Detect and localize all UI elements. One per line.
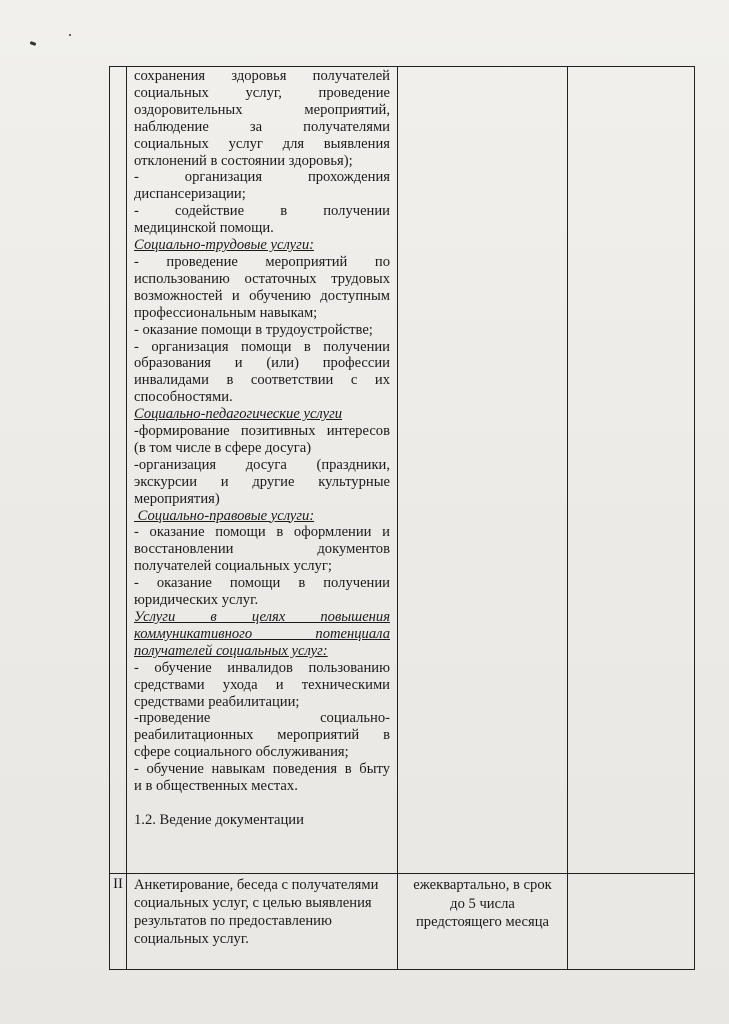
- text-line: - проведение мероприятий по: [134, 253, 390, 270]
- text-line: оздоровительных мероприятий,: [134, 101, 390, 118]
- text-line: -организация досуга (праздники,: [134, 456, 390, 473]
- section-heading-communication: получателей социальных услуг:: [134, 642, 328, 659]
- schedule-text: до 5 числа: [450, 895, 515, 912]
- text-line: образования и (или) профессии: [134, 355, 390, 372]
- text-line: мероприятия): [134, 490, 220, 507]
- row-number: II: [113, 876, 123, 892]
- section-heading-social-pedagogical: Социально-педагогические услуги: [134, 406, 343, 423]
- schedule-text: предстоящего месяца: [415, 914, 550, 930]
- row-divider: [109, 873, 695, 874]
- text-line: способностями.: [134, 389, 233, 406]
- text-line: использованию остаточных трудовых: [134, 270, 390, 287]
- column-divider: [567, 66, 568, 970]
- text-line: средствами реабилитации;: [134, 693, 300, 710]
- section-heading-communication: коммуникативного потенциала: [134, 625, 390, 642]
- text-line: - обучение навыкам поведения в быту: [134, 761, 390, 778]
- text-line: экскурсии и другие культурные: [134, 473, 390, 490]
- text-line: - обучение инвалидов пользованию: [134, 659, 390, 676]
- text-line: средствами ухода и техническими: [134, 676, 390, 693]
- text-line: социальных услуг для выявления: [134, 135, 390, 152]
- schedule-cell: [398, 876, 567, 932]
- text-line: получателей социальных услуг;: [134, 558, 332, 575]
- text-line: медицинской помощи.: [134, 220, 274, 237]
- text-line: профессиональным навыкам;: [134, 304, 318, 321]
- section-title-documentation: 1.2. Ведение документации: [134, 811, 304, 828]
- text-line: социальных услуг, проведение: [134, 84, 390, 101]
- text-line: - оказание помощи в оформлении и: [134, 524, 390, 541]
- text-line: возможностей и обучению доступным: [134, 287, 390, 304]
- text-line: сохранения здоровья получателей: [134, 68, 390, 84]
- text-line: -проведение социально-: [134, 710, 390, 727]
- section-heading-communication: Услуги в целях повышения: [134, 609, 390, 625]
- text-line: - организация прохождения: [134, 169, 390, 186]
- text-line: восстановлении документов: [134, 541, 390, 558]
- text-line: реабилитационных мероприятий в: [134, 727, 390, 744]
- text-line: - оказание помощи в трудоустройстве;: [134, 321, 373, 338]
- text-line: - оказание помощи в получении: [134, 575, 390, 592]
- text-line: -формирование позитивных интересов: [134, 423, 390, 440]
- text-line: отклонений в состоянии здоровья);: [134, 152, 353, 169]
- row-number-cell: [109, 876, 127, 893]
- services-description-cell: [134, 68, 390, 829]
- column-divider: [397, 66, 398, 970]
- text-line: - содействие в получении: [134, 203, 390, 220]
- section-heading-social-legal: Социально-правовые услуги:: [134, 507, 315, 524]
- text-line: - организация помощи в получении: [134, 338, 390, 355]
- survey-description-cell: [134, 876, 392, 948]
- text-line: инвалидами в соответствии с их: [134, 372, 390, 389]
- scan-speck: [30, 41, 37, 46]
- section-heading-social-labor: Социально-трудовые услуги:: [134, 237, 314, 254]
- text-line: наблюдение за получателями: [134, 118, 390, 135]
- column-divider: [126, 66, 127, 970]
- text-line: диспансеризации;: [134, 186, 246, 203]
- text-line: сфере социального обслуживания;: [134, 744, 349, 761]
- text-line: (в том числе в сфере досуга): [134, 439, 312, 456]
- text-line: юридических услуг.: [134, 592, 259, 609]
- survey-description: Анкетирование, беседа с получателями социальных услуг, с целью выявления результатов по предоставлению социальных услуг.: [134, 877, 379, 947]
- schedule-text: ежеквартально, в срок: [413, 877, 552, 893]
- scan-speck: [69, 34, 71, 36]
- text-line: и в общественных местах.: [134, 778, 298, 795]
